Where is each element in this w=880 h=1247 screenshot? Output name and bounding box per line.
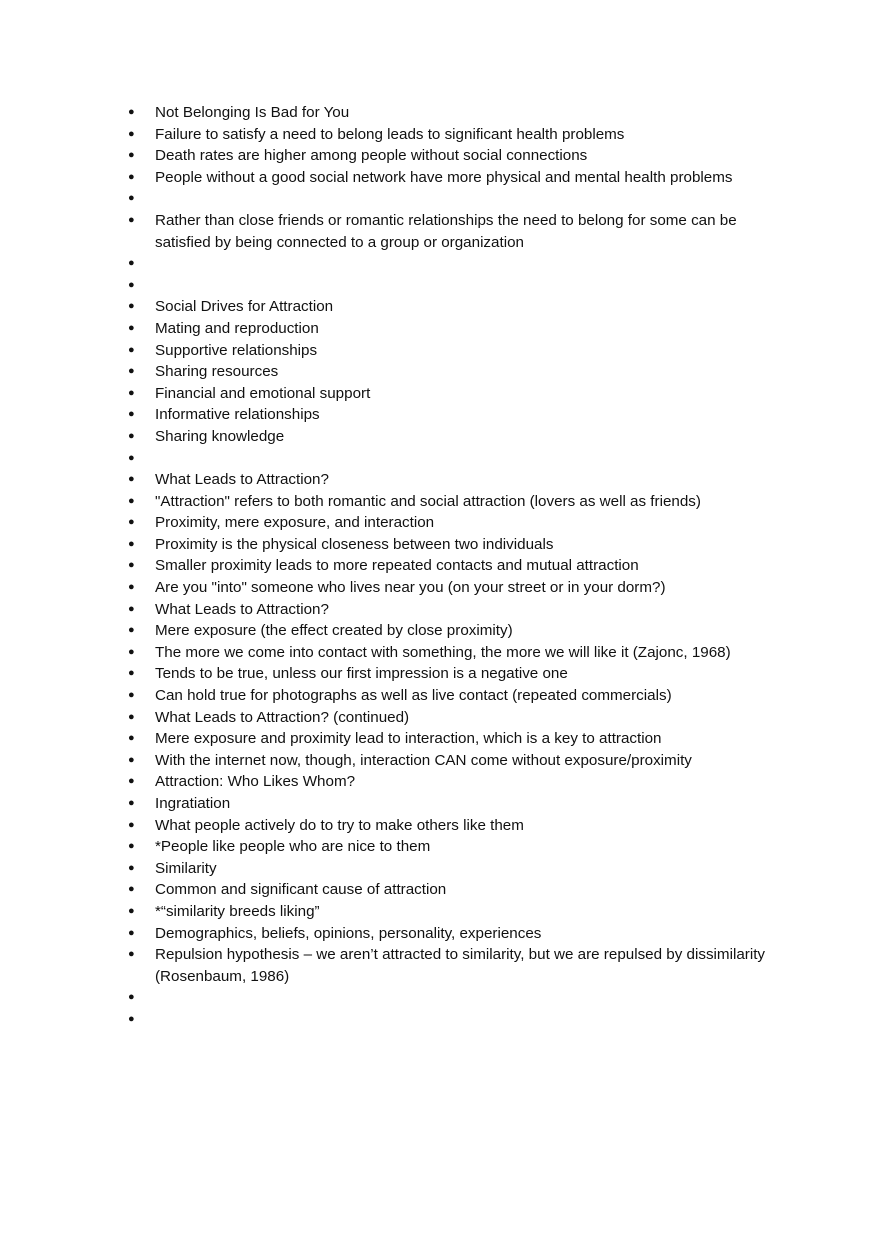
list-item: ● *“similarity breeds liking” <box>128 901 768 923</box>
list-item: ● Failure to satisfy a need to belong leads to significant health problems <box>128 124 768 146</box>
list-item: ● The more we come into contact with something, the more we will like it (Zajonc, 1968) <box>128 642 768 664</box>
list-item: ● Smaller proximity leads to more repeated contacts and mutual attraction <box>128 555 768 577</box>
bullet-list <box>128 102 768 1031</box>
list-item: ● Repulsion hypothesis – we aren’t attracted to similarity, but we are repulsed by dissimilarity (Rosenbaum, 1986) <box>128 944 768 987</box>
empty-list-item <box>128 1009 768 1031</box>
list-item: ● Are you "into" someone who lives near you (on your street or in your dorm?) <box>128 577 768 599</box>
list-item: ● With the internet now, though, interaction CAN come without exposure/proximity <box>128 750 768 772</box>
list-item: ● Ingratiation <box>128 793 768 815</box>
list-item: ● Informative relationships <box>128 404 768 426</box>
list-item: ● Mating and reproduction <box>128 318 768 340</box>
list-item: ● Supportive relationships <box>128 340 768 362</box>
list-item: ● Mere exposure (the effect created by close proximity) <box>128 620 768 642</box>
list-item: ● Sharing knowledge <box>128 426 768 448</box>
list-item: ● Common and significant cause of attraction <box>128 879 768 901</box>
empty-list-item <box>128 275 768 297</box>
list-item: ● Demographics, beliefs, opinions, personality, experiences <box>128 923 768 945</box>
list-item: ● *People like people who are nice to them <box>128 836 768 858</box>
list-item: ● What Leads to Attraction? <box>128 469 768 491</box>
list-item: ● Rather than close friends or romantic relationships the need to belong for some can be satisfied by being connected to a group or organization <box>128 210 768 253</box>
list-item: ● What Leads to Attraction? (continued) <box>128 707 768 729</box>
empty-list-item <box>128 448 768 470</box>
list-item: ● Attraction: Who Likes Whom? <box>128 771 768 793</box>
list-item: ● Proximity, mere exposure, and interaction <box>128 512 768 534</box>
list-item: ● Proximity is the physical closeness between two individuals <box>128 534 768 556</box>
empty-list-item <box>128 987 768 1009</box>
list-item: ● Can hold true for photographs as well as live contact (repeated commercials) <box>128 685 768 707</box>
list-item: ● Sharing resources <box>128 361 768 383</box>
list-item: ● Mere exposure and proximity lead to interaction, which is a key to attraction <box>128 728 768 750</box>
list-item: ● People without a good social network have more physical and mental health problems <box>128 167 768 189</box>
list-item: ● Death rates are higher among people without social connections <box>128 145 768 167</box>
list-item: ● Not Belonging Is Bad for You <box>128 102 768 124</box>
empty-list-item <box>128 253 768 275</box>
list-item: ● Tends to be true, unless our first impression is a negative one <box>128 663 768 685</box>
empty-list-item <box>128 188 768 210</box>
list-item: ● "Attraction" refers to both romantic and social attraction (lovers as well as friends) <box>128 491 768 513</box>
list-item: ● What people actively do to try to make others like them <box>128 815 768 837</box>
list-item: ● What Leads to Attraction? <box>128 599 768 621</box>
list-item: ● Social Drives for Attraction <box>128 296 768 318</box>
list-item: ● Financial and emotional support <box>128 383 768 405</box>
list-item: ● Similarity <box>128 858 768 880</box>
